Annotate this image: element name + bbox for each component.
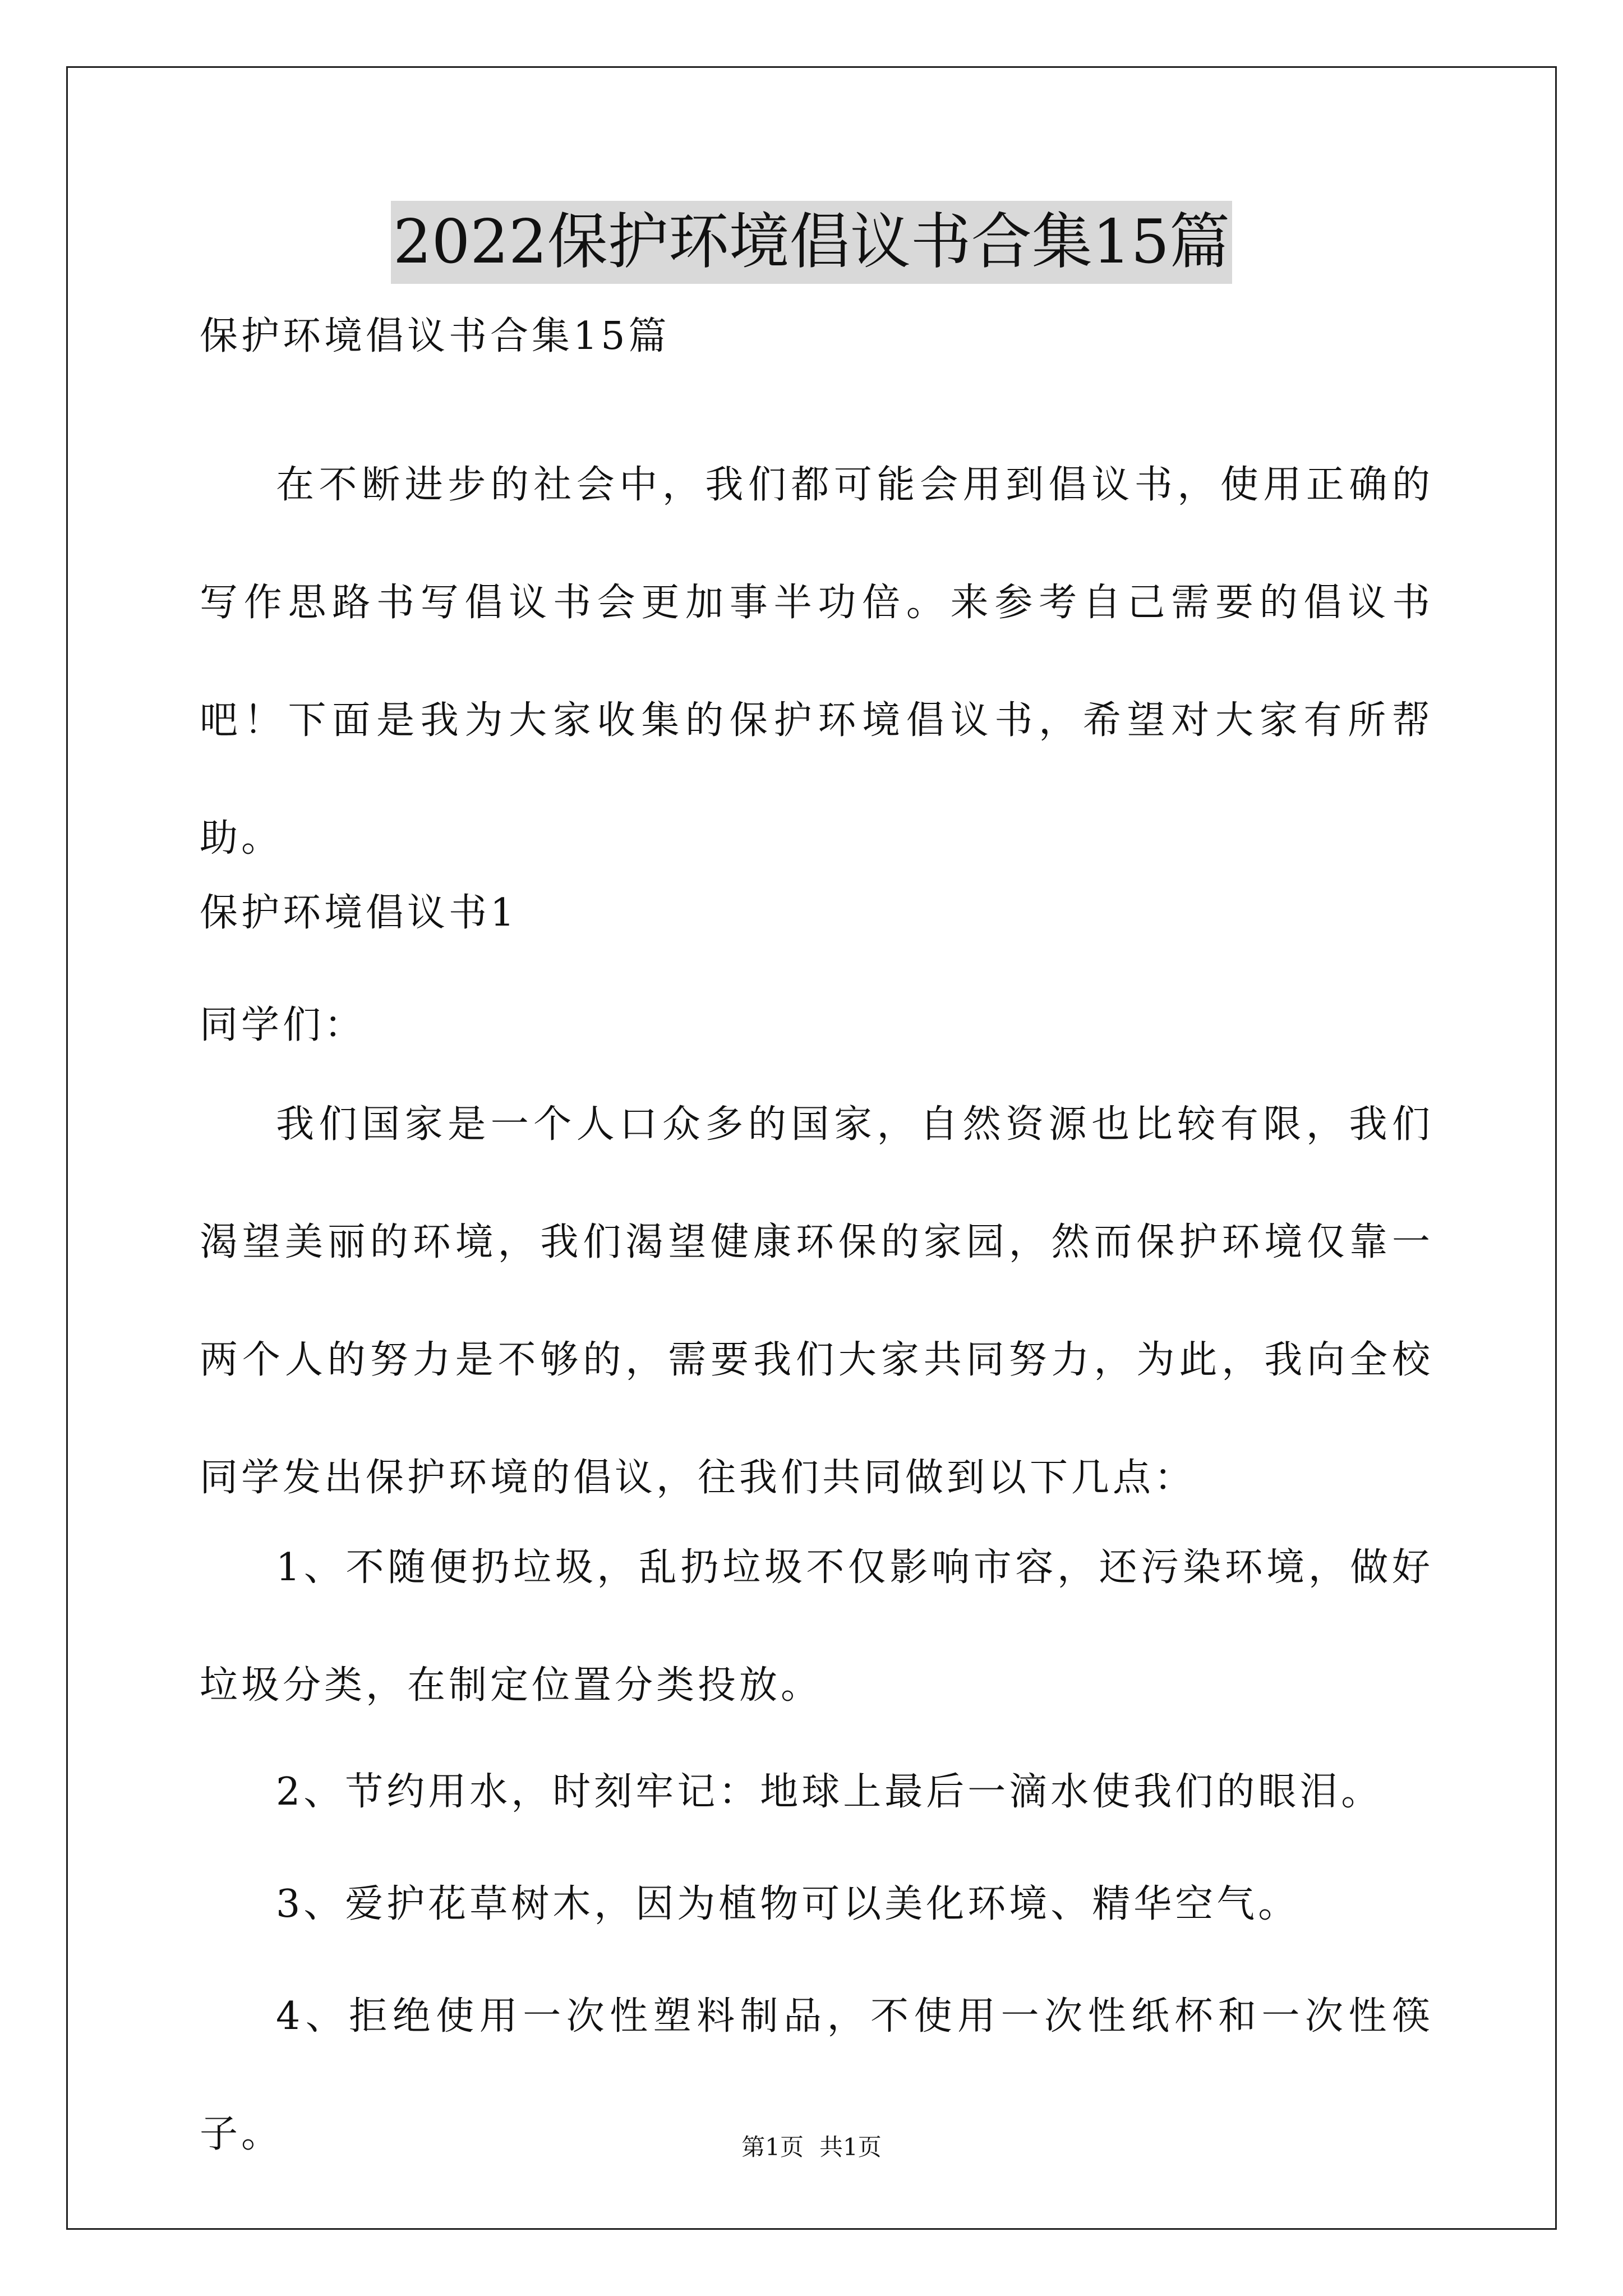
page-total: 共1页: [819, 2133, 882, 2161]
document-title: 2022保护环境倡议书合集15篇: [391, 201, 1232, 284]
title-container: [0, 201, 1623, 284]
intro-paragraph: 在不断进步的社会中，我们都可能会用到倡议书，使用正确的写作思路书写倡议书会更加事半功倍。来参考自己需要的倡议书吧！下面是我为大家收集的保护环境倡议书，希望对大家有所帮助。: [200, 463, 1433, 861]
list-item: 4、拒绝使用一次性塑料制品，不使用一次性纸杯和一次性筷子。: [200, 1994, 1433, 2156]
list-item: 3、爱护花草树木，因为植物可以美化环境、精华空气。: [276, 1882, 1300, 1926]
list-item: 2、节约用水，时刻牢记：地球上最后一滴水使我们的眼泪。: [276, 1770, 1383, 1814]
page-number: 第1页: [741, 2133, 804, 2161]
page-footer: [0, 2132, 1623, 2163]
section-heading: 保护环境倡议书1: [200, 891, 518, 935]
body-paragraph: 我们国家是一个人口众多的国家，自然资源也比较有限，我们渴望美丽的环境，我们渴望健康环保的家园，然而保护环境仅靠一两个人的努力是不够的，需要我们大家共同努力，为此，我向全校同学发出保护环境的倡议，往我们共同做到以下几点：: [200, 1102, 1433, 1500]
list-item: 1、不随便扔垃圾，乱扔垃圾不仅影响市容，还污染环境，做好垃圾分类，在制定位置分类投放。: [200, 1545, 1433, 1708]
document-subtitle: 保护环境倡议书合集15篇: [200, 314, 670, 358]
salutation: 同学们：: [200, 1003, 366, 1047]
